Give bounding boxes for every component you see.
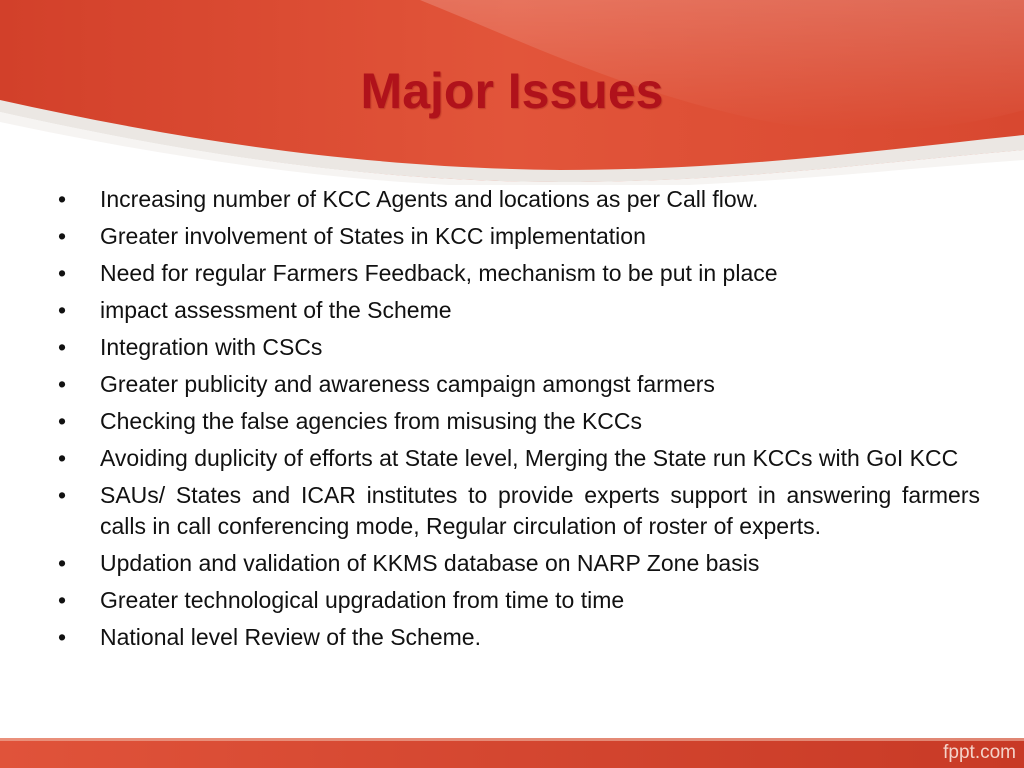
bullet-list [58,184,980,653]
bullet-text: Checking the false agencies from misusing the KCCs [100,408,643,434]
footer-banner [0,738,1024,768]
bullet-text: SAUs/ States and ICAR institutes to provide experts support in answering farmers calls in call conferencing mode, Regular circulation of roster of experts. [100,482,980,539]
bullet-item [58,332,980,363]
header-banner [0,0,1024,185]
bullet-text: Avoiding duplicity of efforts at State level, Merging the State run KCCs with GoI KCC [100,445,959,471]
bullet-item [58,585,980,616]
bullet-icon: • [58,624,67,650]
bullet-text: Greater publicity and awareness campaign amongst farmers [100,371,715,397]
bullet-text: National level Review of the Scheme. [100,624,481,650]
bullet-icon: • [58,186,67,212]
bullet-icon: • [58,297,67,323]
bullet-item [58,258,980,289]
bullet-text: impact assessment of the Scheme [100,297,452,323]
bullet-text: Increasing number of KCC Agents and locations as per Call flow. [100,186,759,212]
bullet-icon: • [58,223,67,249]
bullet-item [58,480,980,542]
bullet-content [58,184,980,659]
bullet-item [58,369,980,400]
page-title: Major Issues [360,63,664,119]
bullet-icon: • [58,482,67,508]
bullet-text: Greater involvement of States in KCC implementation [100,223,646,249]
bullet-item [58,221,980,252]
brand-watermark: fppt.com [943,742,1016,763]
bullet-icon: • [58,408,67,434]
bullet-text: Updation and validation of KKMS database on NARP Zone basis [100,550,760,576]
bullet-icon: • [58,371,67,397]
bullet-item [58,548,980,579]
bullet-item [58,406,980,437]
bullet-icon: • [58,587,67,613]
footer-band-graphic [0,738,1024,768]
bullet-icon: • [58,550,67,576]
bullet-text: Need for regular Farmers Feedback, mechanism to be put in place [100,260,778,286]
bullet-icon: • [58,260,67,286]
bullet-item [58,295,980,326]
bullet-item [58,443,980,474]
bullet-icon: • [58,445,67,471]
bullet-item [58,184,980,215]
bullet-text: Greater technological upgradation from time to time [100,587,625,613]
bullet-icon: • [58,334,67,360]
bullet-text: Integration with CSCs [100,334,323,360]
bullet-item [58,622,980,653]
